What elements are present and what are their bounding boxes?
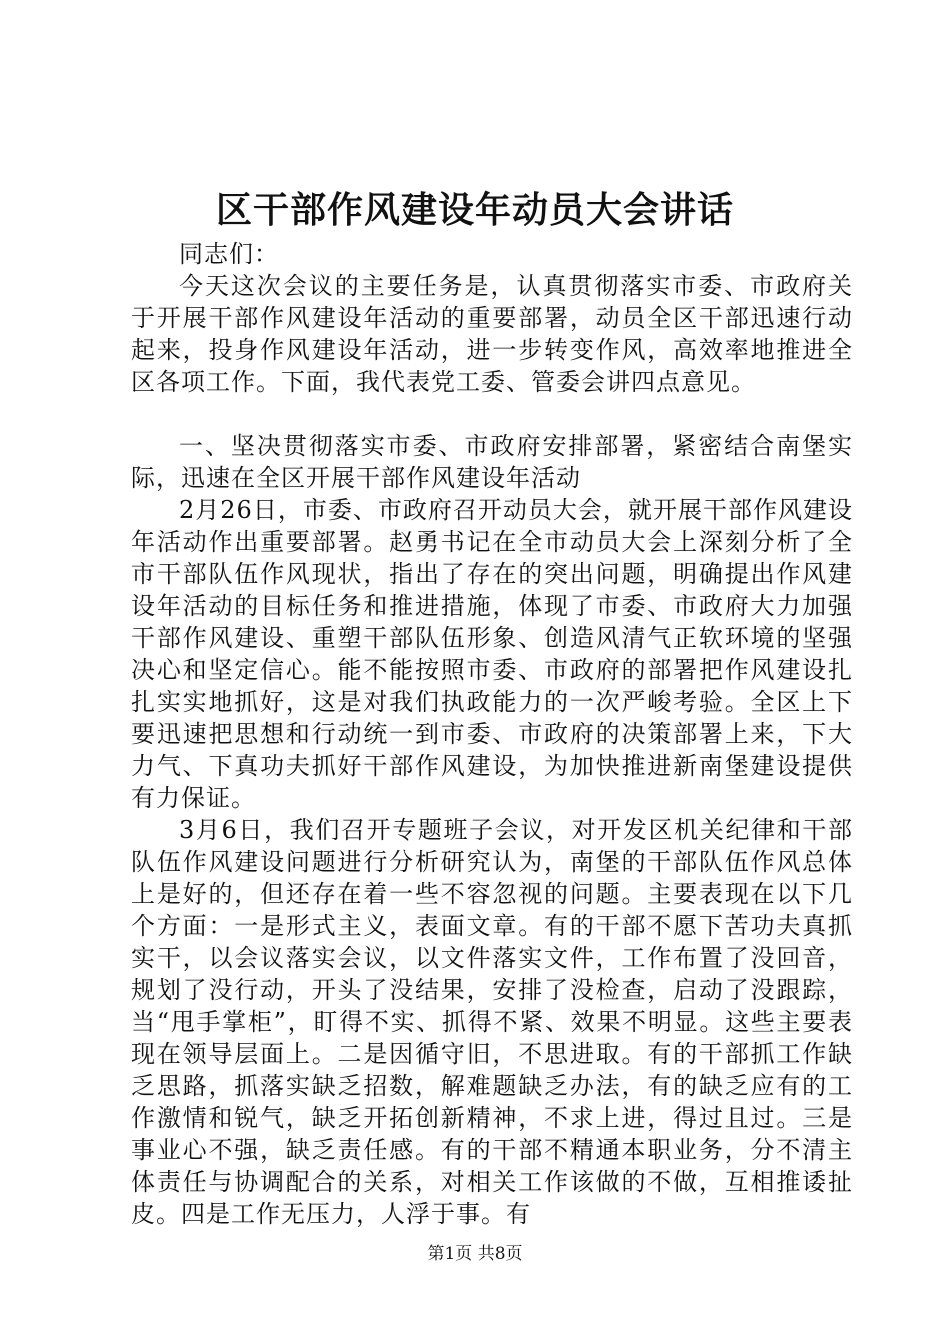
document-body — [131, 238, 853, 1230]
document-title: 区干部作风建设年动员大会讲话 — [215, 189, 734, 231]
section-heading-1: 一、坚决贯彻落实市委、市政府安排部署，紧密结合南堡实际，迅速在全区开展干部作风建设年活动 — [131, 432, 853, 492]
page-footer: 第1页 共8页 — [427, 1244, 523, 1264]
paragraph-mar6: 3月6日，我们召开专题班子会议，对开发区机关纪律和干部队伍作风建设问题进行分析研究认为，南堡的干部队伍作风总体上是好的，但还存在着一些不容忽视的问题。主要表现在以下几个方面：一是形式主义，表面文章。有的干部不愿下苦功夫真抓实干，以会议落实会议，以文件落实文件，工作布置了没回音，规划了没行动，开头了没结果，安排了没检查，启动了没跟踪，当“甩手掌柜”，盯得不实、抓得不紧、效果不明显。这些主要表现在领导层面上。二是因循守旧，不思进取。有的干部抓工作缺乏思路，抓落实缺乏招数，解难题缺乏办法，有的缺乏应有的工作激情和锐气，缺乏开拓创新精神，不求上进，得过且过。三是事业心不强，缺乏责任感。有的干部不精通本职业务，分不清主体责任与协调配合的关系，对相关工作该做的不做，互相推诿扯皮。四是工作无压力，人浮于事。有 — [131, 816, 853, 1228]
salutation: 同志们： — [179, 240, 279, 268]
paragraph-feb26: 2月26日，市委、市政府召开动员大会，就开展干部作风建设年活动作出重要部署。赵勇书记在全市动员大会上深刻分析了全市干部队伍作风现状，指出了存在的突出问题，明确提出作风建设年活动的目标任务和推进措施，体现了市委、市政府大力加强干部作风建设、重塑干部队伍形象、创造风清气正软环境的坚强决心和坚定信心。能不能按照市委、市政府的部署把作风建设扎扎实实地抓好，这是对我们执政能力的一次严峻考验。全区上下要迅速把思想和行动统一到市委、市政府的决策部署上来，下大力气、下真功夫抓好干部作风建设，为加快推进新南堡建设提供有力保证。 — [131, 496, 853, 812]
paragraph-intro: 今天这次会议的主要任务是，认真贯彻落实市委、市政府关于开展干部作风建设年活动的重要部署，动员全区干部迅速行动起来，投身作风建设年活动，进一步转变作风，高效率地推进全区各项工作。下面，我代表党工委、管委会讲四点意见。 — [131, 272, 853, 396]
